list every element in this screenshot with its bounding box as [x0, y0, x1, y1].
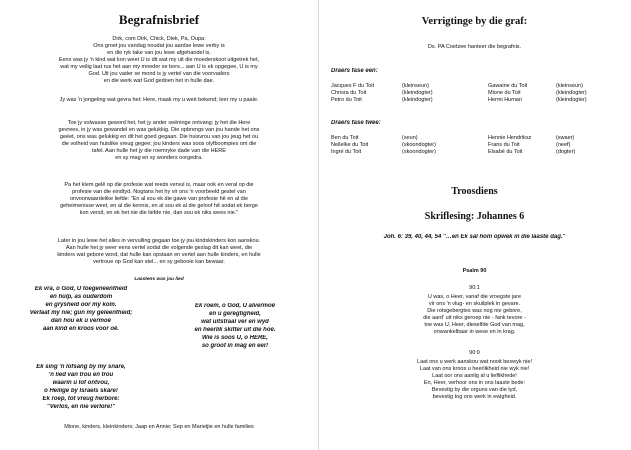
pallbearer-relation: (neef) [556, 142, 571, 149]
pallbearer-name: Nellelke du Toit [331, 142, 369, 149]
text-line: Eens was jy 'n kind wat kon weet U is dit wat my uit die moederskoot uitgetrek het, [58, 57, 260, 63]
pallbearer-relation: (dogter) [556, 149, 576, 156]
pallbearer-names [331, 83, 374, 105]
poem-line: en grysheid oor my kom. [45, 302, 117, 308]
pallbearer-relation: (seun) [402, 135, 418, 141]
text-line: Pa het klem gelê op die profesie wat reeds vervul is, maar ook en veral op die [64, 182, 254, 188]
pallbearer-relations [402, 83, 433, 105]
verse-line: Laat van ons kroos u heerlikheid nie wyk nie! [419, 366, 530, 372]
psalm-title: Psalm 90 [462, 268, 487, 274]
pallbearer-relations [402, 135, 436, 157]
verse-line: onwankelbaar in wese en in krag. [433, 329, 516, 335]
pallbearer-name: Hennie Hendriksz [488, 135, 532, 141]
pallbearer-relation: (kleinseun) [556, 83, 583, 89]
text-line: en die ryk take van jou lewe afgehandel is. [107, 50, 211, 56]
pallbearer-relation: (swaer) [556, 135, 575, 141]
verse-line: bevestig tog ons werk in ewigheid. [432, 394, 517, 400]
text-line: kon versit, en ek het nie die liefde nie, dan sou ek niks wees nie." [79, 210, 239, 216]
verse-label: 90:9 [469, 350, 480, 356]
text-line: en sy mag en sy wonders oorgedra. [115, 155, 203, 161]
poem-line: aan kind en kroos voor oë. [42, 326, 120, 332]
poem-line: wat uitstraal ver en wyd [201, 319, 269, 325]
poem-line: en u geregtigheid, [209, 311, 261, 317]
text-line: geëet, ons was gelukkig en dit het goed gegaan. Die huisvrou van jou jeug het ou [59, 134, 259, 140]
pallbearer-relation: (kleindogter) [556, 90, 587, 97]
text-line: die volheid van huislike vreug gegee; jou kinders was soos olyfboompies om die [61, 141, 257, 147]
pallbearer-relations [556, 83, 587, 105]
right-page [318, 0, 631, 450]
pallbearer-name: Chrisra du Toit [331, 90, 367, 97]
pallbearer-name: Mione du Toit [488, 90, 521, 97]
verse-line: Laat ons u werk aanskou wat nooit beswyk nie! [417, 359, 532, 365]
text-line: en die werk wat God gedoen het in hulle dae. [103, 78, 215, 84]
pallbearer-name: Jacques F du Toit [331, 83, 375, 89]
verse-line: Bevestig by die orguns van die tyd, [431, 387, 518, 393]
text-line: Aan hulle het jy weer eens vertel sodat die volgende geslag dit kan weet, die [65, 245, 253, 251]
text-line: Toe jy volwasse geword het, het jy ander seëninge ontvang; jy het die Here [67, 120, 251, 126]
poem-line: Verlaat my nie; gun my geleentheid; [29, 310, 133, 316]
pallbearer-relations [556, 135, 575, 157]
pallbearer-name: Hermi Human [488, 97, 522, 104]
verse-line: U was, o Heer, vanaf die vroegste jare [427, 294, 522, 300]
poem-line: Wie is soos U, o HERE, [202, 335, 268, 341]
reading-title: Skriflesing: Johannes 6 [424, 211, 525, 222]
poem-line: so groot in mag en eer! [201, 343, 269, 349]
pallbearer-relation: (skoondogter) [402, 142, 436, 149]
poem-line: Ek vra, o God, U toegeneentheid [34, 286, 128, 292]
verse-line: En, Heer, verhoor ons in ons laaste bede: [423, 380, 526, 386]
text-line: Dirk, com Dirk, Chick, Diek, Pa, Oupa: [112, 36, 206, 42]
text-line: geheimenisse weet, en al die kennis, en al sou ek al die geloof hê sodat ek berge [60, 203, 258, 209]
pallbearer-relation: (skoondogter) [402, 149, 436, 156]
verse-line: vir ons 'n vlug- en skuilplek in gevare. [428, 301, 521, 307]
pallbearer-name: Petro du Toit [331, 97, 362, 104]
pallbearer-names [331, 135, 368, 157]
reading-reference: Joh. 6: 39, 40, 44, 54 "…en Ek sal hom opwek in die laaste dag." [383, 234, 566, 240]
poem-line: Ek sing 'n lofsang by my snare, [36, 364, 126, 370]
signature: Mione, kinders, kleinkinders; Jaap en Annie; Sep en Marietjie en hulle families [64, 424, 254, 430]
text-line: profesie van die eindtyd. Nogtans het hy vir ons 'n voorbeeld gestel van [72, 189, 246, 195]
text-line: gevrees, in jy was gewandel en was gelukkig. Die opbrengs van jou hande het ons [58, 127, 260, 133]
poem-line: o Heilige by Israels skare! [44, 388, 118, 394]
verse-line: Laat oor ons aanlig al u lieflikhede! [432, 373, 517, 379]
verse-label: 90:1 [469, 285, 480, 291]
pallbearers-phase-2-heading: Draers fase twee: [331, 120, 381, 126]
pallbearer-names [488, 83, 527, 105]
pallbearer-name: Ingré du Toit [331, 149, 362, 156]
pallbearers-phase-1-heading: Draers fase een: [331, 68, 378, 74]
text-line: Later in jou lewe het alles in vervulling gegaan toe jy jou kindskinders kon aanskou. [57, 238, 261, 244]
text-line: God. Uit jou vader se mond is jy vertel van die voorvaders [88, 71, 230, 77]
text-line: Ons groet jou vandag noudat jou aardse lewe verby is [93, 43, 225, 49]
pallbearer-name: Frans du Toit [488, 142, 520, 149]
poem-title: Laastens was jou lied [134, 277, 184, 282]
pallbearer-relation: (kleindogter) [402, 97, 433, 104]
text-line: onvoorwaardelike liefde: "En al sou ek die gawe van profesie hê en al die [69, 196, 249, 202]
officiant-line: Ds. PA Coetzee hanteer die begrafnis. [427, 44, 522, 50]
text-line: kinders wat gebore word, dat hulle kan opstaan en vertel aan hulle kinders, en hulle [57, 252, 261, 258]
service-title: Troosdiens [451, 186, 498, 197]
pallbearer-name: Elsabé du Toit [488, 149, 523, 156]
pallbearer-relation: (kleindogter) [402, 90, 433, 97]
pallbearer-relation: (kleindogter) [556, 97, 587, 104]
poem-line: waarin u lof ontvou, [52, 380, 110, 386]
poem-line: Ek roep, tot vreug herbore: [42, 396, 120, 402]
pallbearer-names [488, 135, 531, 157]
verse-line: toe was U, Heer, dieselfde God van mag, [424, 322, 525, 328]
poem-line: en hulp, as ouderdom [49, 294, 113, 300]
text-line: vertroue op God kan stel... en sy gebooie kan bewaar. [93, 259, 225, 265]
poem-line: Ek roem, o God, U alvermoë [194, 303, 276, 309]
pallbearer-name: Ben du Toit [331, 135, 359, 141]
page-title: Begrafnisbrief [118, 12, 200, 27]
text-line: tafel. Aan hulle het jy die roemryke dade van die HERE [92, 148, 226, 154]
pallbearer-relation: (kleinseun) [402, 83, 429, 89]
verse-line: die aard' uit niks geroep nie - fank tevore - [423, 315, 526, 321]
pallbearer-name: Gawaine du Toit [488, 83, 528, 89]
text-line: wat my veilig laat rus het aan my moeder se bors... aan U is ek opgegee, U is my [60, 64, 258, 70]
poem-line: "Verlos, en nie verlore!" [46, 404, 116, 410]
poem-line: dan hou ek u vermoë [50, 318, 111, 324]
poem-line: 'n lied van trou en trou [48, 372, 114, 378]
verse-line: Die rotsgebergtes was nog nie gebore, [427, 308, 522, 314]
poem-line: en heerlik skitter uit die hoë. [194, 327, 276, 333]
para-youth: Jy was 'n jongeling wat gevra het: Here, maak my u weë bekend; leer my u paaie. [59, 97, 259, 103]
graveside-title: Verrigtinge by die graf: [421, 16, 528, 27]
